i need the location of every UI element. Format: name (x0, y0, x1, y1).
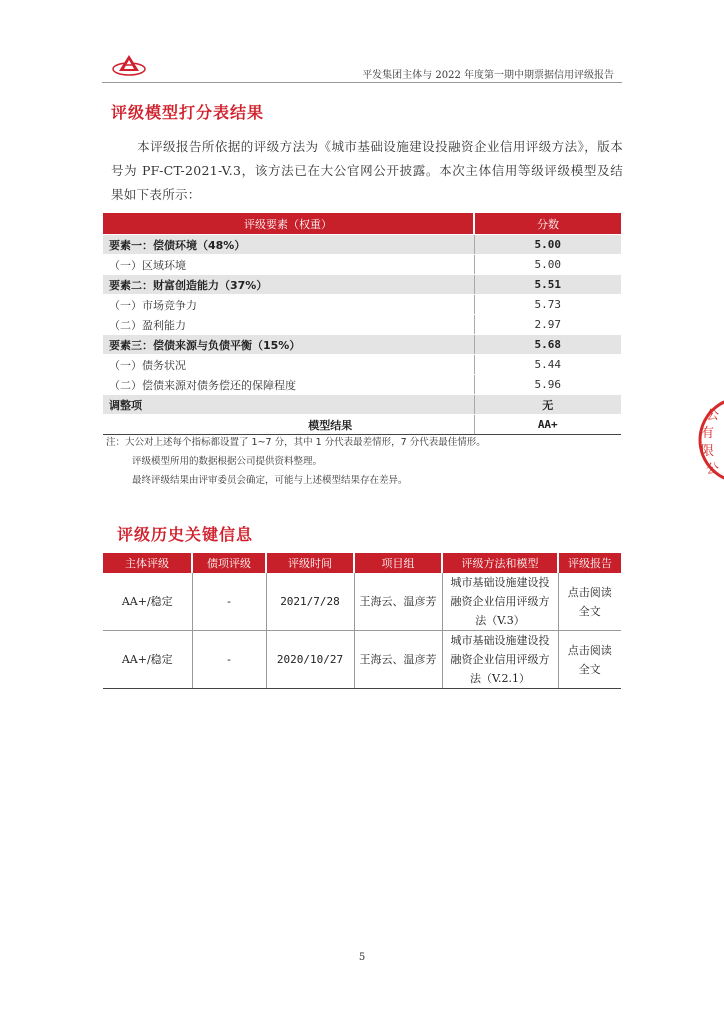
project-team: 王海云、温彦芳 (354, 573, 442, 631)
note-line: 评级模型所用的数据根据公司提供资料整理。 (132, 456, 323, 467)
dagong-logo-icon (112, 53, 146, 77)
column-header: 评级方法和模型 (442, 553, 558, 573)
factor-label: （一）区域环境 (103, 255, 474, 275)
column-header: 评级时间 (266, 553, 354, 573)
factor-label: （二）偿债来源对债务偿还的保障程度 (103, 375, 474, 395)
factor-score: 5.51 (474, 275, 621, 295)
table-row (103, 415, 621, 435)
seal-char: 公 (706, 408, 720, 423)
subject-rating: AA+/稳定 (103, 631, 192, 689)
column-header: 债项评级 (192, 553, 266, 573)
note-line: 注：大公对上述每个指标都设置了 1~7 分，其中 1 分代表最差情形，7 分代表最佳情形。 (106, 437, 486, 448)
section-title-rating-history: 评级历史关键信息 (117, 525, 254, 544)
factor-label: 要素二：财富创造能力（37%） (103, 275, 474, 295)
report-link[interactable]: 点击阅读全文 (558, 631, 621, 689)
factor-score: 5.00 (474, 235, 621, 255)
factor-label: 要素三：偿债来源与负债平衡（15%） (103, 335, 474, 355)
table-row (103, 255, 621, 275)
column-header-score: 分数 (474, 213, 621, 235)
header-divider (102, 82, 622, 83)
subject-rating: AA+/稳定 (103, 573, 192, 631)
model-score-table (103, 213, 621, 435)
company-seal-icon (696, 395, 724, 485)
factor-label: 要素一：偿债环境（48%） (103, 235, 474, 255)
column-header: 主体评级 (103, 553, 192, 573)
section-title-model-scores: 评级模型打分表结果 (111, 103, 265, 122)
table-row (103, 315, 621, 335)
table-row (103, 375, 621, 395)
intro-text: 本评级报告所依据的评级方法为《城市基础设施建设投融资企业信用评级方法》，版本号为 PF-CT-2021-V.3，该方法已在大公官网公开披露。本次主体信用等级评级模型及结果如下表所示： (111, 139, 623, 202)
rating-history-table (103, 553, 621, 689)
report-link[interactable]: 点击阅读全文 (558, 573, 621, 631)
rating-method: 城市基础设施建设投融资企业信用评级方法（V.2.1） (442, 631, 558, 689)
issue-rating: - (192, 573, 266, 631)
rating-date: 2020/10/27 (266, 631, 354, 689)
seal-char: 限 (701, 444, 715, 459)
note-line: 最终评级结果由评审委员会确定，可能与上述模型结果存在差异。 (132, 475, 408, 486)
rating-method: 城市基础设施建设投融资企业信用评级方法（V.3） (442, 573, 558, 631)
table-row (103, 295, 621, 315)
table-row (103, 335, 621, 355)
factor-label: 调整项 (103, 395, 474, 415)
intro-paragraph (111, 135, 623, 207)
factor-label: （二）盈利能力 (103, 315, 474, 335)
factor-score: 5.44 (474, 355, 621, 375)
table-row (103, 573, 621, 631)
table-header-row (103, 213, 621, 235)
seal-char: 公 (706, 462, 720, 477)
column-header: 评级报告 (558, 553, 621, 573)
factor-score: AA+ (474, 415, 621, 435)
seal-char: 有 (701, 426, 715, 441)
table-header-row (103, 553, 621, 573)
rating-date: 2021/7/28 (266, 573, 354, 631)
table-row (103, 631, 621, 689)
factor-score: 2.97 (474, 315, 621, 335)
running-header-title: 平发集团主体与 2022 年度第一期中期票据信用评级报告 (362, 70, 614, 81)
table-row (103, 355, 621, 375)
factor-score: 无 (474, 395, 621, 415)
table-row (103, 275, 621, 295)
table-row (103, 235, 621, 255)
factor-label: 模型结果 (103, 415, 474, 435)
column-header: 项目组 (354, 553, 442, 573)
column-header-factor: 评级要素（权重） (103, 213, 474, 235)
project-team: 王海云、温彦芳 (354, 631, 442, 689)
page-number: 5 (358, 952, 366, 963)
issue-rating: - (192, 631, 266, 689)
factor-score: 5.68 (474, 335, 621, 355)
factor-score: 5.73 (474, 295, 621, 315)
table-row (103, 395, 621, 415)
table-notes (106, 433, 486, 490)
factor-label: （一）债务状况 (103, 355, 474, 375)
factor-score: 5.00 (474, 255, 621, 275)
factor-score: 5.96 (474, 375, 621, 395)
factor-label: （一）市场竞争力 (103, 295, 474, 315)
